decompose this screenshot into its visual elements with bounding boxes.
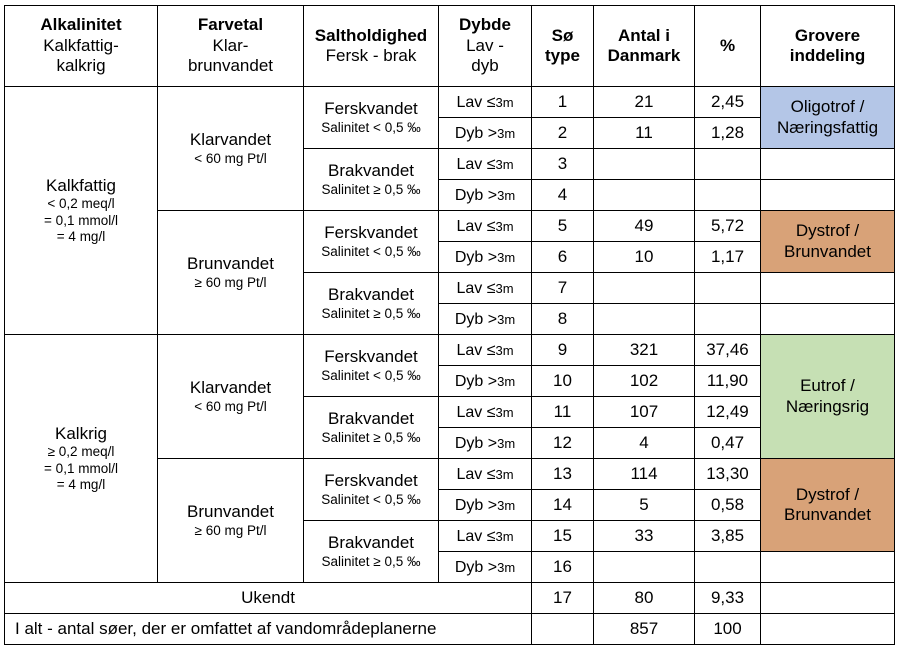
type-cell: 2 xyxy=(532,118,594,149)
color-klarvandet: Klarvandet < 60 mg Pt/l xyxy=(158,87,304,211)
header-so-type: Sø type xyxy=(532,6,594,87)
type-cell: 4 xyxy=(532,180,594,211)
header-alkalinitet: Alkalinitet Kalkfattig- kalkrig xyxy=(5,6,158,87)
depth-cell: Lav ≤3m xyxy=(439,87,532,118)
depth-cell: Dyb >3m xyxy=(439,242,532,273)
grovere-empty xyxy=(761,180,895,211)
antal-cell: 107 xyxy=(594,397,695,428)
depth-cell: Dyb >3m xyxy=(439,490,532,521)
header-row xyxy=(5,6,895,87)
depth-cell: Lav ≤3m xyxy=(439,273,532,304)
depth-cell: Lav ≤3m xyxy=(439,397,532,428)
salt-brakvandet: Brakvandet Salinitet ≥ 0,5 ‰ xyxy=(304,521,439,583)
antal-cell: 857 xyxy=(594,614,695,645)
type-cell: 13 xyxy=(532,459,594,490)
color-brunvandet: Brunvandet ≥ 60 mg Pt/l xyxy=(158,459,304,583)
type-cell: 15 xyxy=(532,521,594,552)
pct-cell: 2,45 xyxy=(695,87,761,118)
depth-cell: Dyb >3m xyxy=(439,118,532,149)
total-label: I alt - antal søer, der er omfattet af vandområdeplanerne xyxy=(5,614,532,645)
antal-cell xyxy=(594,149,695,180)
depth-cell: Dyb >3m xyxy=(439,552,532,583)
header-grovere: Grovere inddeling xyxy=(761,6,895,87)
pct-cell: 1,28 xyxy=(695,118,761,149)
antal-cell: 5 xyxy=(594,490,695,521)
depth-cell: Dyb >3m xyxy=(439,180,532,211)
depth-cell: Dyb >3m xyxy=(439,366,532,397)
type-cell: 3 xyxy=(532,149,594,180)
type-cell: 10 xyxy=(532,366,594,397)
ukendt-label: Ukendt xyxy=(5,583,532,614)
depth-cell: Lav ≤3m xyxy=(439,459,532,490)
antal-cell: 33 xyxy=(594,521,695,552)
pct-cell: 12,49 xyxy=(695,397,761,428)
pct-cell xyxy=(695,180,761,211)
salt-ferskvandet: Ferskvandet Salinitet < 0,5 ‰ xyxy=(304,335,439,397)
table-row xyxy=(5,87,895,118)
header-saltholdighed: Saltholdighed Fersk - brak xyxy=(304,6,439,87)
type-cell: 5 xyxy=(532,211,594,242)
antal-cell xyxy=(594,304,695,335)
type-cell: 16 xyxy=(532,552,594,583)
depth-cell: Lav ≤3m xyxy=(439,521,532,552)
type-cell: 7 xyxy=(532,273,594,304)
type-cell: 8 xyxy=(532,304,594,335)
grovere-dystrof: Dystrof / Brunvandet xyxy=(761,211,895,273)
type-cell: 6 xyxy=(532,242,594,273)
type-cell: 1 xyxy=(532,87,594,118)
salt-ferskvandet: Ferskvandet Salinitet < 0,5 ‰ xyxy=(304,459,439,521)
depth-cell: Lav ≤3m xyxy=(439,211,532,242)
type-cell xyxy=(532,614,594,645)
type-cell: 11 xyxy=(532,397,594,428)
salt-brakvandet: Brakvandet Salinitet ≥ 0,5 ‰ xyxy=(304,149,439,211)
type-cell: 9 xyxy=(532,335,594,366)
pct-cell: 1,17 xyxy=(695,242,761,273)
pct-cell: 11,90 xyxy=(695,366,761,397)
depth-cell: Dyb >3m xyxy=(439,428,532,459)
depth-cell: Lav ≤3m xyxy=(439,335,532,366)
antal-cell: 11 xyxy=(594,118,695,149)
lake-type-table xyxy=(4,5,895,645)
total-row xyxy=(5,614,895,645)
pct-cell: 13,30 xyxy=(695,459,761,490)
type-cell: 12 xyxy=(532,428,594,459)
depth-cell: Lav ≤3m xyxy=(439,149,532,180)
grovere-empty xyxy=(761,614,895,645)
group-kalkfattig: Kalkfattig < 0,2 meq/l = 0,1 mmol/l = 4 mg/l xyxy=(5,87,158,335)
pct-cell xyxy=(695,552,761,583)
antal-cell: 102 xyxy=(594,366,695,397)
antal-cell: 321 xyxy=(594,335,695,366)
header-farvetal: Farvetal Klar- brunvandet xyxy=(158,6,304,87)
pct-cell: 3,85 xyxy=(695,521,761,552)
grovere-empty xyxy=(761,304,895,335)
antal-cell xyxy=(594,552,695,583)
antal-cell: 80 xyxy=(594,583,695,614)
pct-cell: 0,47 xyxy=(695,428,761,459)
color-klarvandet: Klarvandet < 60 mg Pt/l xyxy=(158,335,304,459)
antal-cell xyxy=(594,180,695,211)
group-kalkrig: Kalkrig ≥ 0,2 meq/l = 0,1 mmol/l = 4 mg/l xyxy=(5,335,158,583)
salt-brakvandet: Brakvandet Salinitet ≥ 0,5 ‰ xyxy=(304,397,439,459)
salt-ferskvandet: Ferskvandet Salinitet < 0,5 ‰ xyxy=(304,87,439,149)
grovere-empty xyxy=(761,273,895,304)
salt-brakvandet: Brakvandet Salinitet ≥ 0,5 ‰ xyxy=(304,273,439,335)
header-dybde: Dybde Lav - dyb xyxy=(439,6,532,87)
pct-cell: 0,58 xyxy=(695,490,761,521)
header-antal: Antal i Danmark xyxy=(594,6,695,87)
pct-cell: 37,46 xyxy=(695,335,761,366)
grovere-oligotrof: Oligotrof / Næringsfattig xyxy=(761,87,895,149)
table-row xyxy=(5,335,895,366)
type-cell: 14 xyxy=(532,490,594,521)
salt-ferskvandet: Ferskvandet Salinitet < 0,5 ‰ xyxy=(304,211,439,273)
antal-cell: 49 xyxy=(594,211,695,242)
pct-cell xyxy=(695,273,761,304)
antal-cell: 4 xyxy=(594,428,695,459)
pct-cell: 5,72 xyxy=(695,211,761,242)
antal-cell: 21 xyxy=(594,87,695,118)
grovere-dystrof: Dystrof / Brunvandet xyxy=(761,459,895,552)
type-cell: 17 xyxy=(532,583,594,614)
antal-cell xyxy=(594,273,695,304)
depth-cell: Dyb >3m xyxy=(439,304,532,335)
grovere-empty xyxy=(761,583,895,614)
grovere-empty xyxy=(761,149,895,180)
ukendt-row xyxy=(5,583,895,614)
header-pct: % xyxy=(695,6,761,87)
pct-cell xyxy=(695,149,761,180)
pct-cell: 100 xyxy=(695,614,761,645)
antal-cell: 114 xyxy=(594,459,695,490)
pct-cell xyxy=(695,304,761,335)
grovere-eutrof: Eutrof / Næringsrig xyxy=(761,335,895,459)
color-brunvandet: Brunvandet ≥ 60 mg Pt/l xyxy=(158,211,304,335)
pct-cell: 9,33 xyxy=(695,583,761,614)
antal-cell: 10 xyxy=(594,242,695,273)
grovere-empty xyxy=(761,552,895,583)
